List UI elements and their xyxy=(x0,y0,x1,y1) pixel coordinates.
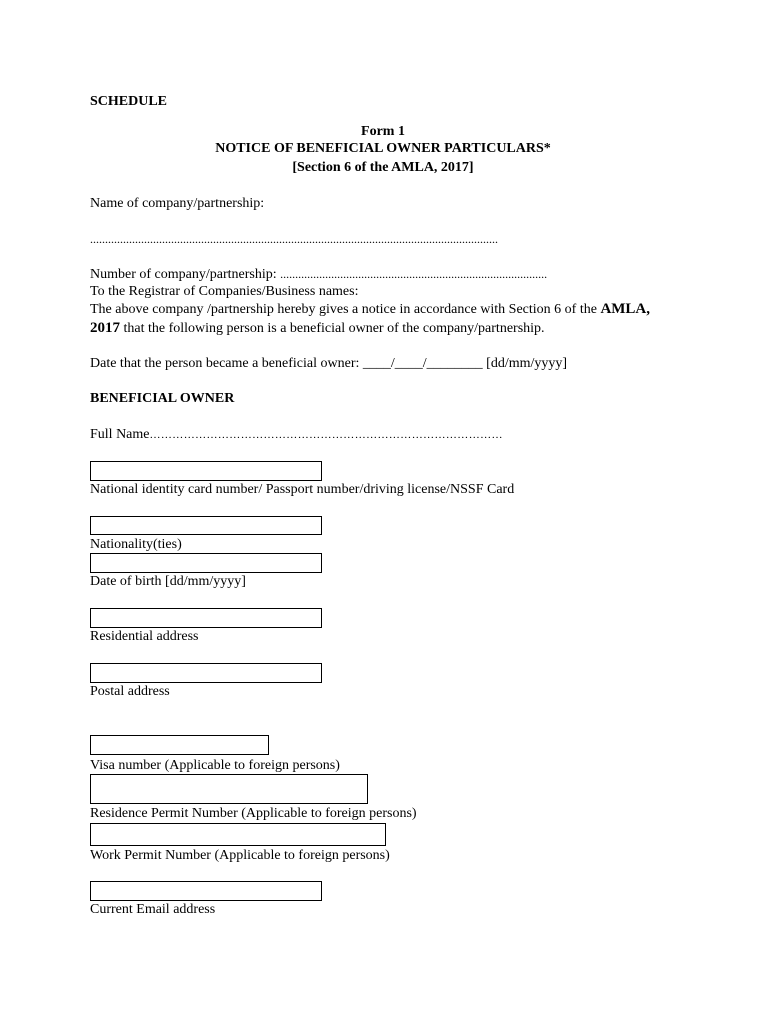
full-name-line xyxy=(90,428,503,442)
residence-permit-label: Residence Permit Number (Applicable to foreign persons) xyxy=(90,806,417,821)
company-number-line xyxy=(90,268,547,282)
email-input[interactable] xyxy=(90,881,322,901)
schedule-heading: SCHEDULE xyxy=(90,94,168,109)
beneficial-owner-heading: BENEFICIAL OWNER xyxy=(90,391,235,406)
company-name-label: Name of company/partnership: xyxy=(90,196,265,211)
postal-address-input[interactable] xyxy=(90,663,322,683)
notice-text-after: that the following person is a beneficial owner of the company/partnership. xyxy=(123,321,545,336)
work-permit-input[interactable] xyxy=(90,823,386,846)
nationality-label: Nationality(ties) xyxy=(90,537,182,552)
company-number-label: Number of company/partnership: xyxy=(90,267,277,282)
work-permit-label: Work Permit Number (Applicable to foreign persons) xyxy=(90,848,390,863)
full-name-dots[interactable]: ………………………………………………………………………………… xyxy=(149,429,503,441)
notice-line-1 xyxy=(90,302,650,317)
date-became-format: [dd/mm/yyyy] xyxy=(486,356,568,371)
company-number-dots[interactable]: ......................................................................................... xyxy=(280,267,548,281)
residential-address-input[interactable] xyxy=(90,608,322,628)
residence-permit-input[interactable] xyxy=(90,774,368,804)
id-number-label: National identity card number/ Passport number/driving license/NSSF Card xyxy=(90,482,515,497)
date-became-blanks[interactable]: ____/____/________ xyxy=(362,356,483,371)
residential-address-label: Residential address xyxy=(90,629,199,644)
notice-text-before: The above company /partnership hereby gives a notice in accordance with Section 6 of the xyxy=(90,302,597,317)
nationality-input[interactable] xyxy=(90,516,322,535)
company-name-dots[interactable]: ........................................................................................................................................ xyxy=(90,232,498,246)
notice-act-part1: AMLA, xyxy=(600,301,651,317)
form-section-ref: [Section 6 of the AMLA, 2017] xyxy=(292,160,474,175)
dob-input[interactable] xyxy=(90,553,322,573)
date-became-line xyxy=(90,357,567,371)
id-number-input[interactable] xyxy=(90,461,322,481)
form-title: NOTICE OF BENEFICIAL OWNER PARTICULARS* xyxy=(215,141,551,156)
notice-line-2 xyxy=(90,321,545,336)
visa-number-input[interactable] xyxy=(90,735,269,755)
form-number: Form 1 xyxy=(361,124,405,139)
date-became-label: Date that the person became a beneficial owner: xyxy=(90,356,360,371)
email-label: Current Email address xyxy=(90,902,216,917)
registrar-line: To the Registrar of Companies/Business names: xyxy=(90,284,359,299)
notice-act-part2: 2017 xyxy=(90,320,120,336)
postal-address-label: Postal address xyxy=(90,684,170,699)
dob-label: Date of birth [dd/mm/yyyy] xyxy=(90,574,246,589)
visa-number-label: Visa number (Applicable to foreign persons) xyxy=(90,758,340,773)
full-name-label: Full Name xyxy=(90,427,150,442)
